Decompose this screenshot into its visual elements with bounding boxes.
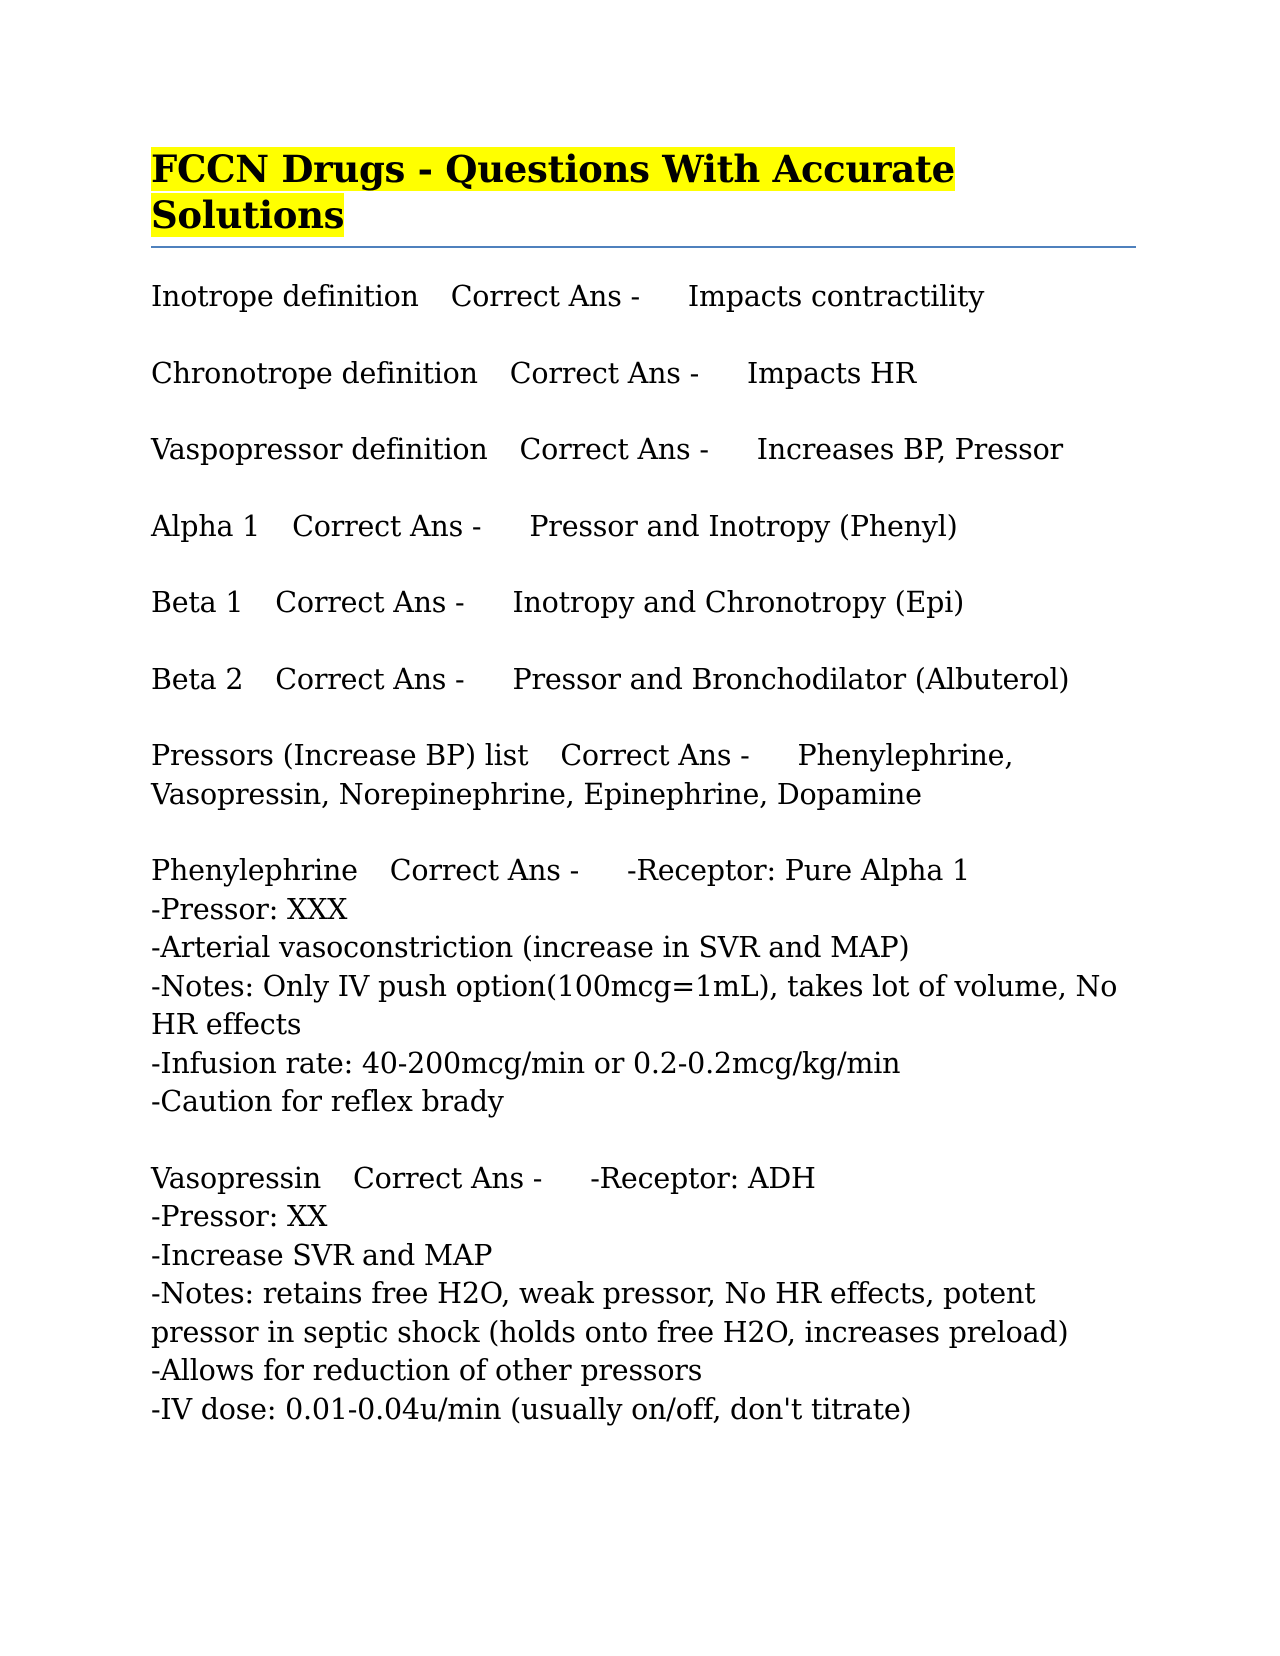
qa-item — [151, 355, 1136, 394]
answer-text: Pressor and Bronchodilator (Albuterol) — [512, 662, 1070, 696]
detail-line: -Increase SVR and MAP — [151, 1238, 493, 1272]
question-term: Pressors (Increase BP) list — [151, 739, 529, 772]
answer-text: Pressor and Inotropy (Phenyl) — [529, 509, 958, 543]
answer-label: Correct Ans - — [560, 739, 750, 772]
question-term: Vaspopressor definition — [151, 433, 488, 466]
detail-line: -Allows for reduction of other pressors — [151, 1354, 703, 1387]
qa-item — [151, 1160, 1136, 1430]
question-term: Inotrope definition — [151, 280, 419, 313]
qa-item — [151, 278, 1136, 317]
answer-text: -Receptor: Pure Alpha 1 — [627, 854, 970, 887]
answer-text: Impacts contractility — [687, 280, 985, 313]
qa-item — [151, 661, 1136, 700]
answer-label: Correct Ans - — [450, 280, 640, 313]
qa-item — [151, 737, 1136, 814]
detail-line: -Notes: Only IV push option(100mcg=1mL), takes lot of volume, No HR effects — [151, 969, 1118, 1041]
detail-line: -Caution for reflex brady — [151, 1085, 504, 1118]
answer-label: Correct Ans - — [292, 509, 482, 543]
title-block — [151, 146, 1136, 248]
document-title: FCCN Drugs - Questions With Accurate Solutions — [151, 147, 955, 237]
document-page — [151, 146, 1136, 1467]
answer-label: Correct Ans - — [275, 586, 465, 619]
answer-label: Correct Ans - — [519, 433, 709, 466]
qa-item — [151, 508, 1136, 547]
question-term: Chronotrope definition — [151, 356, 478, 390]
answer-text: Inotropy and Chronotropy (Epi) — [512, 586, 965, 619]
answer-text: Impacts HR — [747, 356, 916, 390]
question-term: Beta 2 — [151, 662, 244, 696]
answer-text: Phenylephrine, Vasopressin, Norepinephrine, Epinephrine, Dopamine — [151, 739, 1014, 811]
qa-item — [151, 431, 1136, 470]
detail-line: -Infusion rate: 40-200mcg/min or 0.2-0.2mcg/kg/min — [151, 1046, 901, 1080]
detail-line: -IV dose: 0.01-0.04u/min (usually on/off, don't titrate) — [151, 1392, 912, 1426]
qa-item — [151, 584, 1136, 623]
answer-label: Correct Ans - — [509, 356, 700, 390]
detail-line: -Notes: retains free H2O, weak pressor, No HR effects, potent pressor in septic shock (holds onto free H2O, increases preload) — [151, 1277, 1069, 1349]
question-term: Beta 1 — [151, 586, 244, 619]
detail-line: -Pressor: XX — [151, 1200, 328, 1233]
detail-line: -Pressor: XXX — [151, 892, 348, 926]
answer-label: Correct Ans - — [275, 662, 465, 696]
answer-text: Increases BP, Pressor — [756, 433, 1063, 466]
answer-label: Correct Ans - — [389, 854, 580, 887]
answer-text: -Receptor: ADH — [590, 1161, 816, 1195]
detail-line: -Arterial vasoconstriction (increase in SVR and MAP) — [151, 931, 910, 964]
question-term: Phenylephrine — [151, 854, 358, 887]
answer-label: Correct Ans - — [353, 1161, 543, 1195]
question-term: Alpha 1 — [151, 509, 261, 543]
qa-item — [151, 852, 1136, 1122]
question-term: Vasopressin — [151, 1161, 321, 1195]
